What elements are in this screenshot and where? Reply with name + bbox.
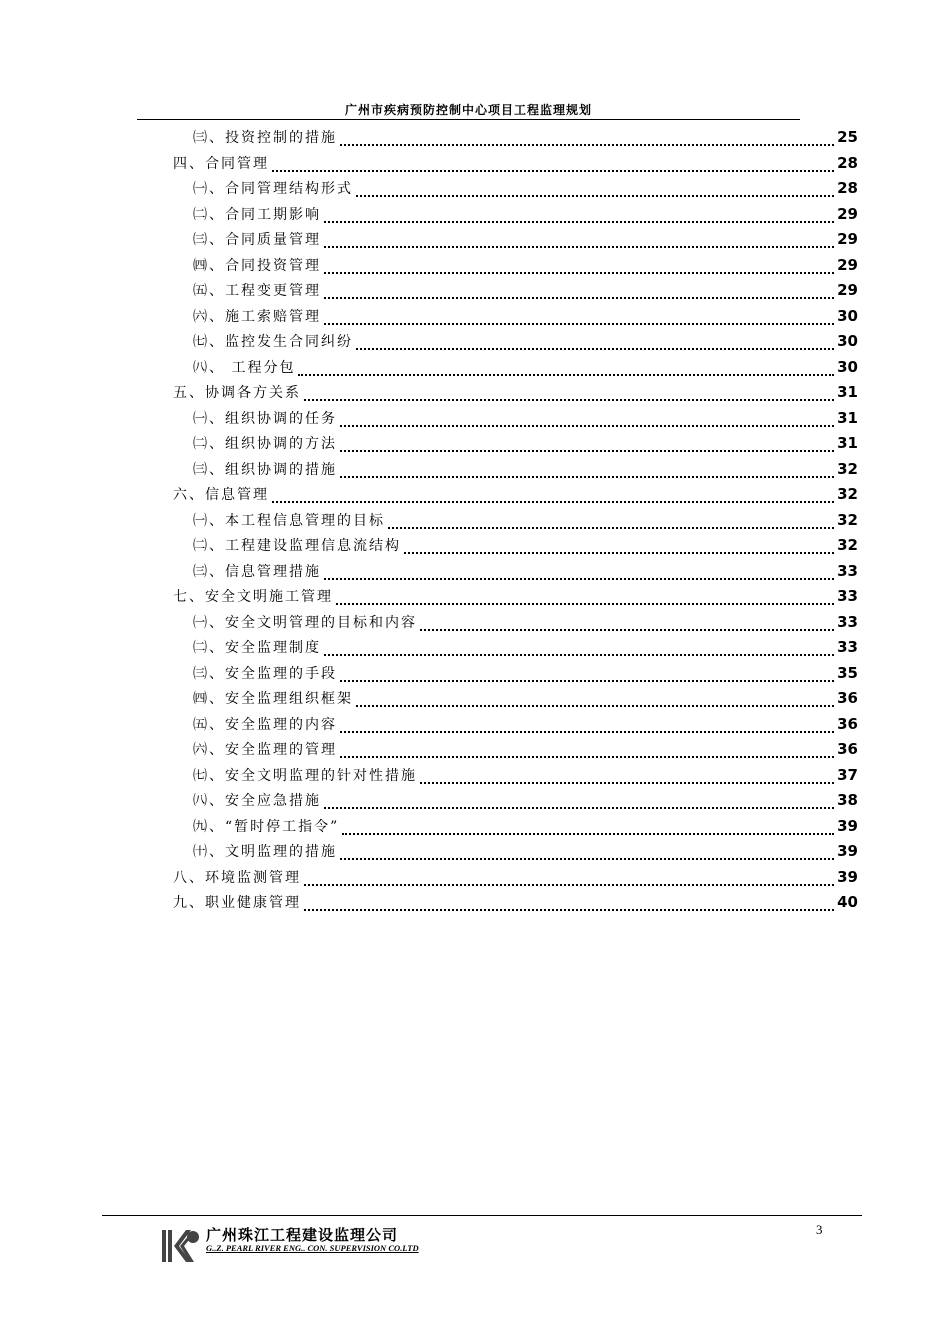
toc-entry-page: 29 bbox=[837, 281, 858, 299]
toc-leader-dots bbox=[340, 721, 834, 733]
toc-entry[interactable] bbox=[173, 153, 858, 177]
toc-entry-label: ㈦、安全文明监理的针对性措施 bbox=[193, 767, 417, 784]
toc-leader-dots bbox=[324, 236, 834, 248]
toc-entry[interactable] bbox=[193, 841, 858, 865]
toc-entry-page: 33 bbox=[837, 561, 858, 580]
toc-entry[interactable] bbox=[193, 459, 858, 483]
toc-entry-label: ㈤、工程变更管理 bbox=[193, 283, 321, 299]
toc-leader-dots bbox=[404, 542, 834, 554]
toc-entry[interactable] bbox=[193, 510, 858, 534]
toc-entry[interactable] bbox=[173, 892, 858, 916]
toc-entry-page: 32 bbox=[837, 485, 858, 503]
toc-leader-dots bbox=[388, 517, 834, 529]
toc-entry-label: 六、信息管理 bbox=[173, 487, 269, 503]
company-logo-icon bbox=[160, 1224, 200, 1264]
toc-leader-dots bbox=[336, 593, 834, 605]
toc-entry[interactable] bbox=[193, 255, 858, 279]
toc-entry-label: ㈣、合同投资管理 bbox=[193, 257, 321, 274]
toc-leader-dots bbox=[356, 185, 834, 197]
toc-leader-dots bbox=[340, 415, 834, 427]
toc-leader-dots bbox=[304, 899, 834, 911]
toc-entry-page: 32 bbox=[837, 459, 858, 478]
company-name-cn: 广州珠江工程建设监理公司 bbox=[206, 1226, 399, 1244]
toc-entry-label: ㈡、合同工期影响 bbox=[193, 206, 321, 223]
toc-entry[interactable] bbox=[193, 280, 858, 304]
toc-entry-label: ㈤、安全监理的内容 bbox=[193, 716, 337, 733]
toc-entry-page: 32 bbox=[837, 536, 858, 554]
toc-entry-label: ㈡、工程建设监理信息流结构 bbox=[193, 538, 401, 554]
toc-entry[interactable] bbox=[193, 714, 858, 738]
toc-entry-label: ㈥、施工索赔管理 bbox=[193, 308, 321, 325]
toc-entry-label: ㈢、组织协调的措施 bbox=[193, 461, 337, 478]
toc-entry-label: ㈣、安全监理组织框架 bbox=[193, 691, 353, 707]
toc-leader-dots bbox=[356, 695, 834, 707]
toc-entry-page: 32 bbox=[837, 510, 858, 529]
toc-leader-dots bbox=[324, 568, 834, 580]
toc-entry[interactable] bbox=[193, 408, 858, 432]
toc-entry-label: ㈠、安全文明管理的目标和内容 bbox=[193, 614, 417, 631]
toc-leader-dots bbox=[356, 338, 834, 350]
toc-leader-dots bbox=[340, 440, 834, 452]
header-divider bbox=[137, 119, 800, 120]
toc-leader-dots bbox=[324, 644, 834, 656]
toc-entry[interactable] bbox=[193, 229, 858, 253]
toc-entry[interactable] bbox=[193, 535, 858, 559]
toc-entry-page: 33 bbox=[837, 587, 858, 605]
toc-entry-page: 33 bbox=[837, 612, 858, 631]
toc-entry-page: 31 bbox=[837, 408, 858, 427]
toc-leader-dots bbox=[340, 848, 834, 860]
toc-entry[interactable] bbox=[193, 637, 858, 661]
toc-entry[interactable] bbox=[193, 816, 858, 840]
toc-entry[interactable] bbox=[193, 433, 858, 457]
toc-leader-dots bbox=[304, 389, 834, 401]
toc-entry-label: 七、安全文明施工管理 bbox=[173, 589, 333, 605]
toc-entry[interactable] bbox=[193, 306, 858, 330]
toc-entry-page: 37 bbox=[837, 765, 858, 784]
toc-entry-page: 29 bbox=[837, 204, 858, 223]
toc-entry-page: 36 bbox=[837, 740, 858, 758]
toc-entry-label: ㈡、组织协调的方法 bbox=[193, 436, 337, 452]
toc-entry-label: 八、环境监测管理 bbox=[173, 869, 301, 886]
toc-entry-label: ㈧、安全应急措施 bbox=[193, 793, 321, 809]
toc-entry-label: ㈢、投资控制的措施 bbox=[193, 130, 337, 146]
toc-entry-page: 31 bbox=[837, 383, 858, 401]
toc-leader-dots bbox=[324, 262, 834, 274]
toc-leader-dots bbox=[272, 491, 834, 503]
toc-entry[interactable] bbox=[193, 765, 858, 789]
toc-leader-dots bbox=[420, 619, 834, 631]
toc-entry-page: 40 bbox=[837, 893, 858, 911]
toc-entry[interactable] bbox=[193, 357, 858, 381]
toc-entry-page: 25 bbox=[837, 128, 858, 146]
toc-entry[interactable] bbox=[193, 612, 858, 636]
toc-entry-page: 38 bbox=[837, 791, 858, 809]
toc-leader-dots bbox=[340, 670, 834, 682]
toc-entry-page: 35 bbox=[837, 663, 858, 682]
toc-entry-page: 30 bbox=[837, 306, 858, 325]
toc-leader-dots bbox=[298, 364, 834, 376]
footer-divider bbox=[102, 1215, 862, 1216]
toc-entry-label: ㈡、安全监理制度 bbox=[193, 640, 321, 656]
toc-entry[interactable] bbox=[193, 178, 858, 202]
toc-entry-page: 33 bbox=[837, 638, 858, 656]
toc-leader-dots bbox=[324, 211, 834, 223]
toc-entry[interactable] bbox=[173, 867, 858, 891]
toc-entry-label: 九、职业健康管理 bbox=[173, 895, 301, 911]
toc-entry-page: 28 bbox=[837, 153, 858, 172]
toc-entry-label: ㈩、文明监理的措施 bbox=[193, 844, 337, 860]
page-number: 3 bbox=[816, 1222, 823, 1237]
toc-entry[interactable] bbox=[193, 739, 858, 763]
toc-entry[interactable] bbox=[173, 484, 858, 508]
toc-entry-page: 31 bbox=[837, 434, 858, 452]
toc-leader-dots bbox=[342, 823, 834, 835]
toc-leader-dots bbox=[324, 313, 834, 325]
toc-leader-dots bbox=[324, 287, 834, 299]
toc-leader-dots bbox=[340, 466, 834, 478]
toc-entry-page: 39 bbox=[837, 816, 858, 835]
toc-entry-label: ㈠、组织协调的任务 bbox=[193, 410, 337, 427]
toc-entry-label: ㈥、安全监理的管理 bbox=[193, 742, 337, 758]
toc-entry-page: 39 bbox=[837, 842, 858, 860]
toc-entry[interactable] bbox=[193, 204, 858, 228]
toc-entry-page: 29 bbox=[837, 255, 858, 274]
toc-leader-dots bbox=[304, 874, 834, 886]
toc-entry[interactable] bbox=[173, 586, 858, 610]
toc-leader-dots bbox=[324, 797, 834, 809]
toc-entry-label: ㈨、“暂时停工指令” bbox=[193, 818, 340, 835]
company-name-en: G..Z. PEARL RIVER ENG.. CON. SUPERVISION CO.LTD bbox=[206, 1243, 419, 1253]
toc-entry-page: 39 bbox=[837, 867, 858, 886]
toc-leader-dots bbox=[340, 746, 834, 758]
toc-entry-label: ㈢、安全监理的手段 bbox=[193, 665, 337, 682]
toc-entry-label: ㈠、合同管理结构形式 bbox=[193, 181, 353, 197]
toc-entry-label: ㈧、 工程分包 bbox=[193, 359, 296, 376]
toc-entry[interactable] bbox=[193, 688, 858, 712]
toc-entry[interactable] bbox=[193, 561, 858, 585]
toc-entry-label: 五、协调各方关系 bbox=[173, 385, 301, 401]
toc-entry-label: ㈠、本工程信息管理的目标 bbox=[193, 512, 385, 529]
toc-leader-dots bbox=[420, 772, 834, 784]
page-header-title: 广州市疾病预防控制中心项目工程监理规划 bbox=[344, 103, 592, 117]
toc-leader-dots bbox=[340, 134, 834, 146]
toc-entry[interactable] bbox=[193, 127, 858, 151]
toc-entry[interactable] bbox=[193, 331, 858, 355]
toc-entry-page: 36 bbox=[837, 689, 858, 707]
toc-entry-label: ㈢、合同质量管理 bbox=[193, 232, 321, 248]
toc-entry-page: 30 bbox=[837, 357, 858, 376]
toc-entry-label: ㈢、信息管理措施 bbox=[193, 563, 321, 580]
toc-entry-page: 36 bbox=[837, 714, 858, 733]
toc-entry-page: 30 bbox=[837, 332, 858, 350]
toc-entry-label: 四、合同管理 bbox=[173, 155, 269, 172]
toc-entry-page: 28 bbox=[837, 179, 858, 197]
toc-entry-page: 29 bbox=[837, 230, 858, 248]
toc-entry[interactable] bbox=[193, 663, 858, 687]
toc-entry[interactable] bbox=[173, 382, 858, 406]
toc-entry-label: ㈦、监控发生合同纠纷 bbox=[193, 334, 353, 350]
toc-entry[interactable] bbox=[193, 790, 858, 814]
toc-leader-dots bbox=[272, 160, 834, 172]
